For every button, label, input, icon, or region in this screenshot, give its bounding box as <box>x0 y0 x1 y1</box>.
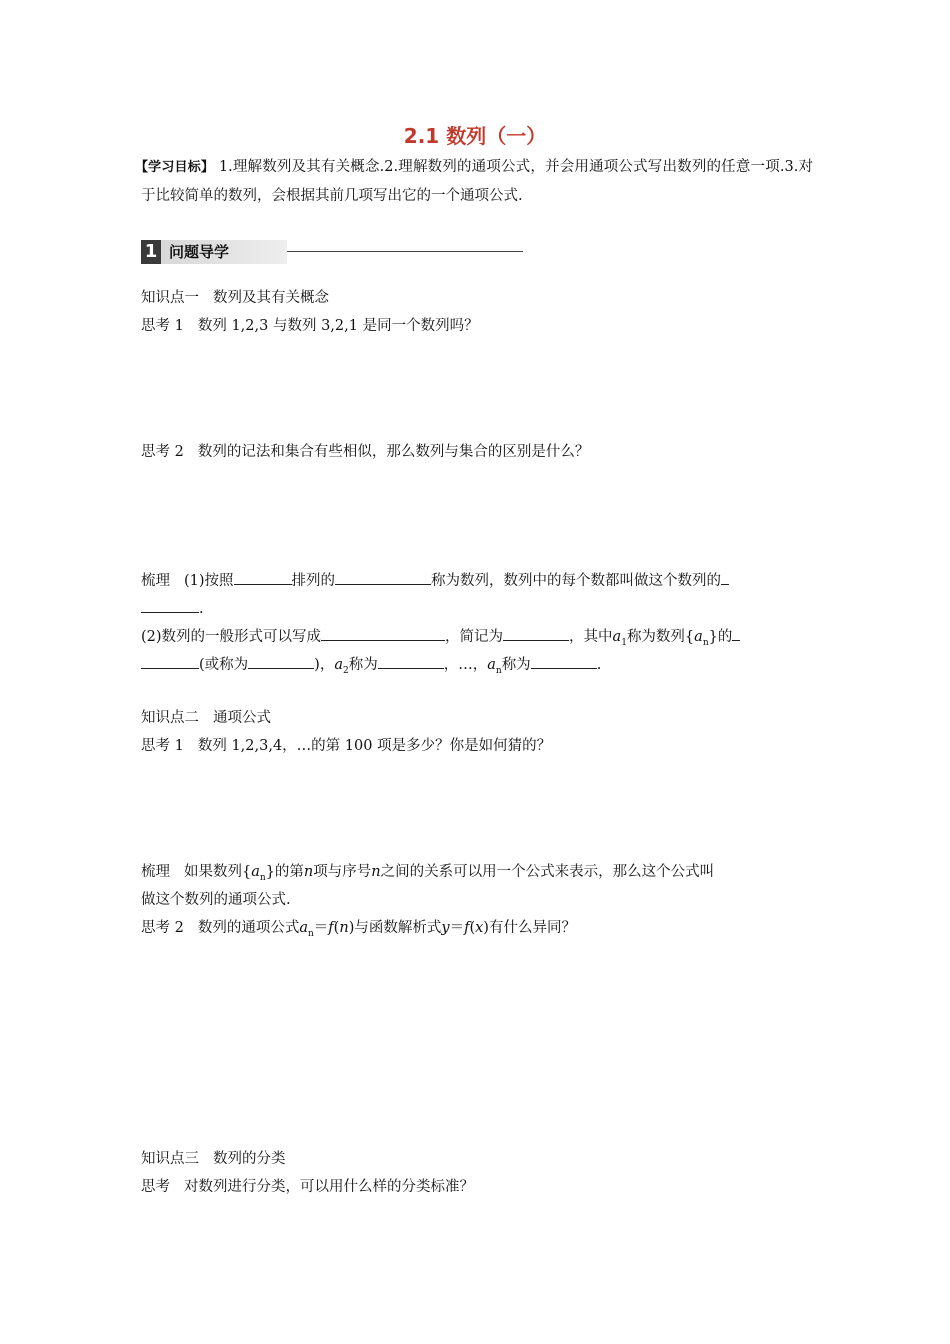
fill-blank[interactable] <box>378 653 444 669</box>
page-title: 2.1 数列（一） <box>403 124 547 148</box>
math-sub: n <box>259 872 266 883</box>
summary-text: 排列的 <box>291 573 336 589</box>
fill-blank[interactable] <box>531 653 597 669</box>
summary-text: . <box>596 657 602 673</box>
kp3-heading-title: 数列的分类 <box>213 1151 286 1167</box>
section-header <box>141 240 523 264</box>
summary-text: (或称为 <box>199 657 249 673</box>
think-text: ( <box>333 920 340 936</box>
summary-text: 称为数列，数列中的每个数都叫做这个数列的 <box>431 573 722 589</box>
kp3-think-label: 思考 <box>141 1179 170 1195</box>
fill-blank[interactable] <box>248 653 314 669</box>
learning-objectives <box>135 153 813 210</box>
think-text: ＝ <box>449 920 465 936</box>
kp1-summary-line4 <box>141 651 601 685</box>
math-var: f <box>328 920 334 936</box>
math-var: f <box>464 920 470 936</box>
kp3-heading <box>141 1145 286 1173</box>
math-sub: 1 <box>621 637 627 648</box>
kp3-think-text: 对数列进行分类，可以用什么样的分类标准？ <box>184 1179 474 1195</box>
math-var: n <box>371 864 381 880</box>
summary-text: (2)数列的一般形式可以写成 <box>141 629 322 645</box>
math-var: a <box>612 629 622 645</box>
summary-text: (1)按照 <box>184 573 234 589</box>
summary-text: }的 <box>708 629 733 645</box>
section-number: 1 <box>141 240 161 264</box>
kp2-think1-text: 数列 1,2,3,4，…的第 100 项是多少？你是如何猜的？ <box>197 738 552 754</box>
summary-text: ，简记为 <box>445 629 504 645</box>
math-sub: n <box>495 665 502 676</box>
kp3-heading-label: 知识点三 <box>141 1151 199 1167</box>
math-var: y <box>441 920 450 936</box>
think-text: 数列的通项公式 <box>197 920 300 936</box>
math-sub: 2 <box>343 665 349 676</box>
kp2-think2 <box>141 914 576 948</box>
section-divider <box>287 251 523 252</box>
math-var: a <box>299 920 308 936</box>
math-var: n <box>303 864 314 880</box>
math-sub: n <box>308 928 314 939</box>
summary-text: 称为 <box>501 657 531 673</box>
math-var: a <box>487 657 496 673</box>
kp1-think1-text: 数列 1,2,3 与数列 3,2,1 是同一个数列吗？ <box>197 318 479 334</box>
math-var: n <box>339 920 349 936</box>
summary-text: )， <box>314 657 335 673</box>
fill-blank[interactable] <box>141 653 199 669</box>
summary-text: 称为数列{ <box>626 629 695 645</box>
summary-text: ，…， <box>443 657 488 673</box>
summary-text: . <box>199 601 204 617</box>
kp1-think2-text: 数列的记法和集合有些相似，那么数列与集合的区别是什么？ <box>197 444 590 460</box>
math-var: a <box>251 864 260 880</box>
kp1-summary-line1 <box>141 567 729 595</box>
kp3-think <box>141 1173 474 1201</box>
think-text: )与函数解析式 <box>348 920 442 936</box>
section-name: 问题导学 <box>161 240 287 264</box>
fill-blank[interactable] <box>234 569 292 585</box>
summary-text: 项与序号 <box>313 864 372 880</box>
think-text: ＝ <box>313 920 329 936</box>
fill-blank[interactable] <box>732 625 740 641</box>
kp2-summary-label: 梳理 <box>141 864 170 880</box>
kp1-think1 <box>141 312 479 340</box>
kp1-think2-label: 思考 2 <box>141 444 184 460</box>
objectives-text: 1.理解数列及其有关概念.2.理解数列的通项公式，并会用通项公式写出数列的任意一项.3.对于比较简单的数列，会根据其前几项写出它的一个通项公式. <box>141 159 813 204</box>
fill-blank[interactable] <box>503 625 569 641</box>
think-text: ( <box>469 920 476 936</box>
kp1-summary-label: 梳理 <box>141 573 170 589</box>
math-var: a <box>694 629 703 645</box>
kp1-heading <box>141 284 329 312</box>
fill-blank[interactable] <box>321 625 445 641</box>
kp2-heading-title: 通项公式 <box>213 710 271 726</box>
fill-blank[interactable] <box>721 569 729 585</box>
kp2-summary-line2 <box>141 886 291 914</box>
fill-blank[interactable] <box>335 569 431 585</box>
kp2-think1 <box>141 732 551 760</box>
fill-blank[interactable] <box>141 597 199 613</box>
summary-text: 做这个数列的通项公式. <box>141 892 291 908</box>
think-text: )有什么异同？ <box>483 920 576 936</box>
kp2-think1-label: 思考 1 <box>141 738 184 754</box>
summary-text: 如果数列{ <box>184 864 252 880</box>
summary-text: ，其中 <box>569 629 613 645</box>
math-var: x <box>475 920 484 936</box>
kp1-summary-line2 <box>141 595 204 623</box>
kp2-think2-label: 思考 2 <box>141 920 184 936</box>
summary-text: 之间的关系可以用一个公式来表示，那么这个公式叫 <box>380 864 715 880</box>
summary-text: }的第 <box>265 864 304 880</box>
kp1-heading-title: 数列及其有关概念 <box>213 290 329 306</box>
kp1-think1-label: 思考 1 <box>141 318 184 334</box>
math-var: a <box>334 657 343 673</box>
summary-text: 称为 <box>348 657 378 673</box>
kp2-heading <box>141 704 271 732</box>
kp1-heading-label: 知识点一 <box>141 290 199 306</box>
objectives-label: 【学习目标】 <box>135 160 215 175</box>
math-sub: n <box>702 637 709 648</box>
kp2-heading-label: 知识点二 <box>141 710 199 726</box>
kp1-think2 <box>141 438 589 466</box>
